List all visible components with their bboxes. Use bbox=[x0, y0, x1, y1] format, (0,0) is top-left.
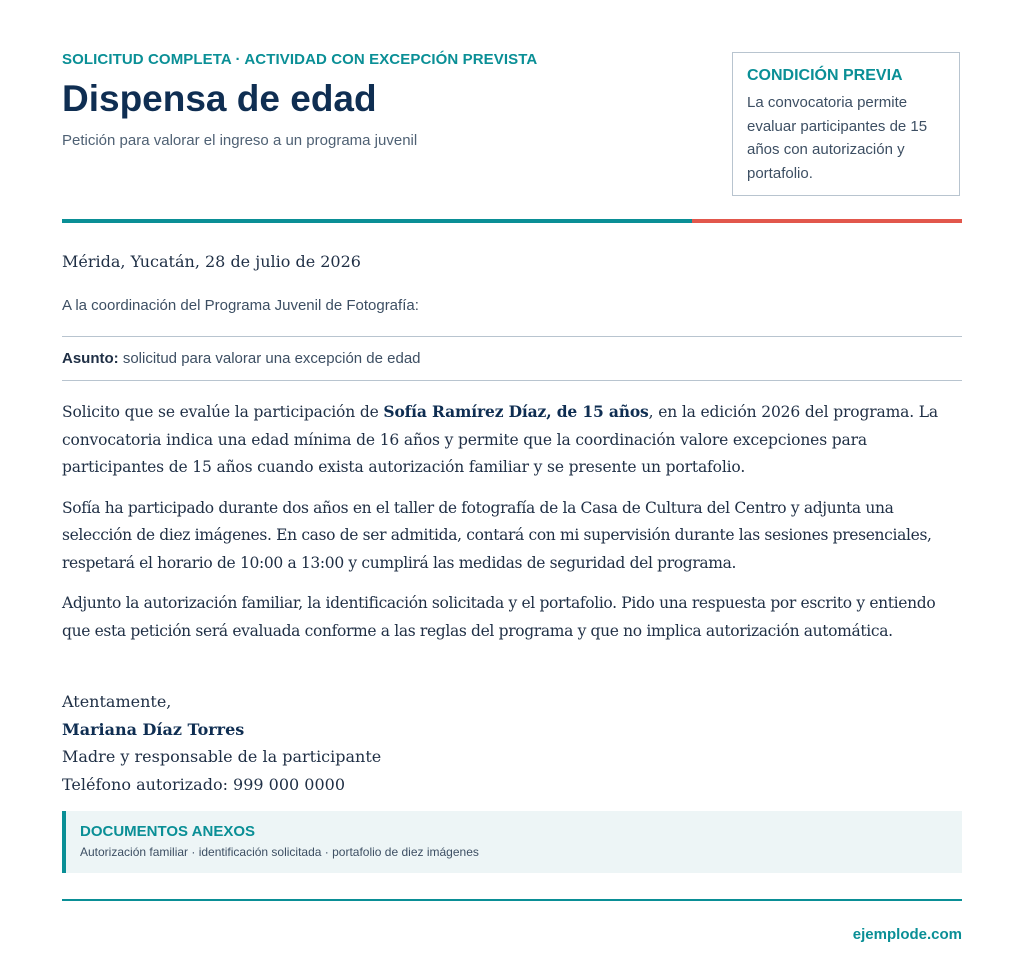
p1-text-after: , en la edición 2026 del programa. La convocatoria indica una edad mínima de 16 años y permite que la coordinación valore excepciones para participantes de 15 años cuando exista autorización familiar y se presente un portafolio. bbox=[62, 403, 938, 476]
body-paragraph-3: Adjunto la autorización familiar, la identificación solicitada y el portafolio. Pido una respuesta por escrito y entiendo que esta petición será evaluada conforme a las reglas del programa y que no implica autorización automática. bbox=[62, 594, 936, 640]
letter-body bbox=[62, 398, 962, 658]
signer-name: Mariana Díaz Torres bbox=[62, 719, 245, 739]
letter-recipient: A la coordinación del Programa Juvenil de Fotografía: bbox=[62, 297, 419, 314]
subject-text: solicitud para valorar una excepción de edad bbox=[122, 350, 421, 367]
closing-phrase: Atentamente, bbox=[62, 692, 172, 711]
letter-date: Mérida, Yucatán, 28 de julio de 2026 bbox=[62, 252, 361, 271]
footer-divider bbox=[62, 899, 962, 901]
participant-name: Sofía Ramírez Díaz, de 15 años bbox=[383, 402, 649, 421]
status-eyebrow: SOLICITUD COMPLETA · ACTIVIDAD CON EXCEPCIÓN PREVISTA bbox=[62, 51, 538, 68]
header-divider bbox=[62, 219, 962, 223]
letter-signature bbox=[62, 688, 381, 798]
signer-phone: Teléfono autorizado: 999 000 0000 bbox=[62, 774, 346, 794]
annex-list: Autorización familiar · identificación solicitada · portafolio de diez imágenes bbox=[80, 845, 479, 859]
body-paragraph-2: Sofía ha participado durante dos años en el taller de fotografía de la Casa de Cultura del Centro y adjunta una selección de diez imágenes. En caso de ser admitida, contará con mi supervisión durante las sesiones presenciales, respetará el horario de 10:00 a 13:00 y cumplirá las medidas de seguridad del programa. bbox=[62, 498, 932, 572]
site-link[interactable]: ejemplode.com bbox=[852, 926, 962, 943]
condition-box bbox=[732, 52, 960, 196]
page-subtitle: Petición para valorar el ingreso a un programa juvenil bbox=[62, 132, 418, 149]
condition-box-text: La convocatoria permite evaluar participantes de 15 años con autorización y portafolio. bbox=[747, 94, 928, 182]
annex-title: DOCUMENTOS ANEXOS bbox=[80, 823, 256, 840]
page-title: Dispensa de edad bbox=[62, 78, 377, 119]
condition-box-title: CONDICIÓN PREVIA bbox=[747, 67, 903, 84]
subject-label: Asunto: bbox=[62, 350, 119, 367]
body-paragraph-1 bbox=[62, 398, 962, 482]
p1-text-before: Solicito que se evalúe la participación de bbox=[62, 403, 384, 421]
letter-subject bbox=[62, 336, 962, 381]
signer-role: Madre y responsable de la participante bbox=[62, 747, 382, 766]
annex-box bbox=[62, 811, 962, 873]
